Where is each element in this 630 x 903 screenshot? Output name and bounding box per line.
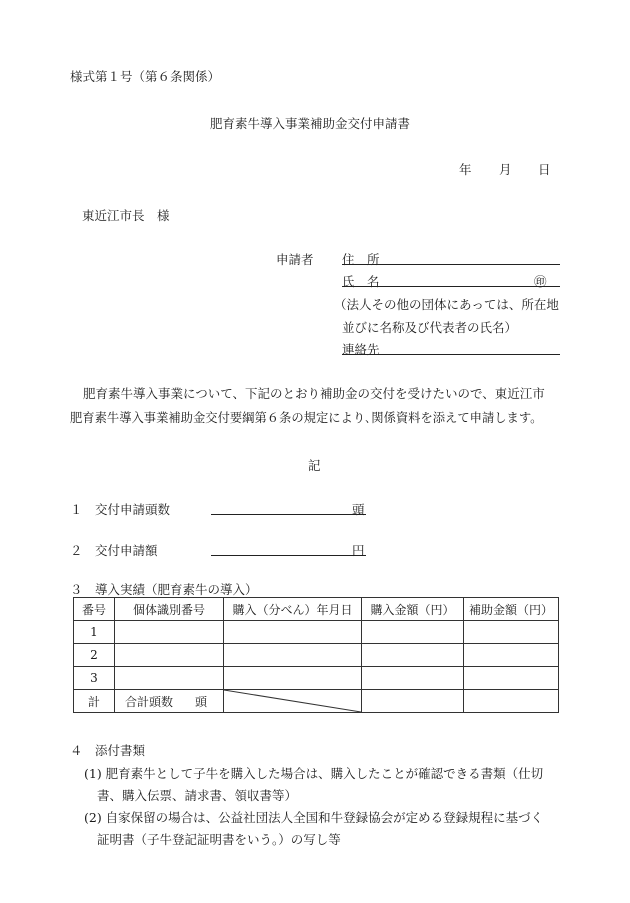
item4-p1-line1: (1) 肥育素牛として子牛を購入した場合は、購入したことが確認できる書類（仕切	[84, 766, 544, 781]
table-row	[74, 644, 559, 667]
header-purchase-amount: 購入金額（円）	[362, 598, 464, 621]
total-label: 計	[74, 690, 115, 713]
subsidy-amount-cell[interactable]	[464, 667, 559, 690]
purchase-date-cell[interactable]	[224, 644, 362, 667]
individual-id-cell[interactable]	[115, 644, 224, 667]
item4-p2-line2: 証明書（子牛登記証明書をいう。）の写し等	[97, 832, 341, 847]
date-day-label: 日	[538, 162, 551, 177]
row-number: 3	[74, 667, 115, 690]
applicant-note-line2: 並びに名称及び代表者の氏名）	[342, 320, 518, 335]
addressee: 東近江市長 様	[82, 208, 170, 223]
form-number: 様式第１号（第６条関係）	[70, 69, 221, 84]
purchase-amount-cell[interactable]	[362, 644, 464, 667]
item2-unit: 円	[352, 543, 365, 558]
seal-mark: ㊞	[534, 274, 547, 289]
item1-label: １ 交付申請頭数	[70, 502, 171, 517]
item4-label: ４ 添付書類	[70, 743, 146, 758]
table-row	[74, 621, 559, 644]
item1-unit: 頭	[352, 502, 365, 517]
diagonal-line	[224, 690, 361, 712]
table-header-row	[74, 598, 559, 621]
total-heads-cell	[115, 690, 224, 713]
ki-heading: 記	[308, 458, 321, 473]
item2-label: ２ 交付申請額	[70, 543, 158, 558]
subsidy-amount-cell[interactable]	[464, 621, 559, 644]
row-number: 2	[74, 644, 115, 667]
table-total-row	[74, 690, 559, 713]
date-month-label: 月	[499, 162, 512, 177]
item1-underline	[211, 514, 366, 515]
applicant-note-line1: （法人その他の団体にあっては、所在地	[334, 297, 559, 312]
item3-label: ３ 導入実績（肥育素牛の導入）	[70, 582, 258, 597]
total-purchase-amount-cell[interactable]	[362, 690, 464, 713]
body-line1: 肥育素牛導入事業について、下記のとおり補助金の交付を受けたいので、東近江市	[83, 386, 545, 401]
header-purchase-date: 購入（分べん）年月日	[224, 598, 362, 621]
item4-p2-line1: (2) 自家保留の場合は、公益社団法人全国和牛登録協会が定める登録規程に基づく	[84, 810, 544, 825]
name-label: 氏 名	[342, 274, 380, 289]
contact-underline	[342, 354, 560, 355]
total-subsidy-amount-cell[interactable]	[464, 690, 559, 713]
purchase-amount-cell[interactable]	[362, 667, 464, 690]
table-row	[74, 667, 559, 690]
total-heads-unit: 頭	[195, 694, 208, 709]
item4-p1-line2: 書、購入伝票、請求書、領収書等）	[97, 788, 298, 803]
header-individual-id: 個体識別番号	[115, 598, 224, 621]
item2-underline	[211, 555, 366, 556]
row-number: 1	[74, 621, 115, 644]
date-year-label: 年	[459, 162, 472, 177]
document-title: 肥育素牛導入事業補助金交付申請書	[210, 116, 411, 131]
contact-label: 連絡先	[342, 342, 380, 357]
purchase-amount-cell[interactable]	[362, 621, 464, 644]
name-underline	[342, 286, 560, 287]
diagonal-cell	[224, 690, 362, 713]
subsidy-amount-cell[interactable]	[464, 644, 559, 667]
header-subsidy-amount: 補助金額（円）	[464, 598, 559, 621]
introduction-table	[73, 597, 559, 713]
individual-id-cell[interactable]	[115, 667, 224, 690]
purchase-date-cell[interactable]	[224, 667, 362, 690]
individual-id-cell[interactable]	[115, 621, 224, 644]
address-underline	[342, 264, 560, 265]
header-number: 番号	[74, 598, 115, 621]
applicant-label: 申請者	[276, 252, 314, 267]
total-heads-label: 合計頭数	[125, 694, 174, 709]
body-line2: 肥育素牛導入事業補助金交付要綱第６条の規定により､関係資料を添えて申請します。	[70, 411, 543, 425]
purchase-date-cell[interactable]	[224, 621, 362, 644]
address-label: 住 所	[342, 252, 380, 267]
